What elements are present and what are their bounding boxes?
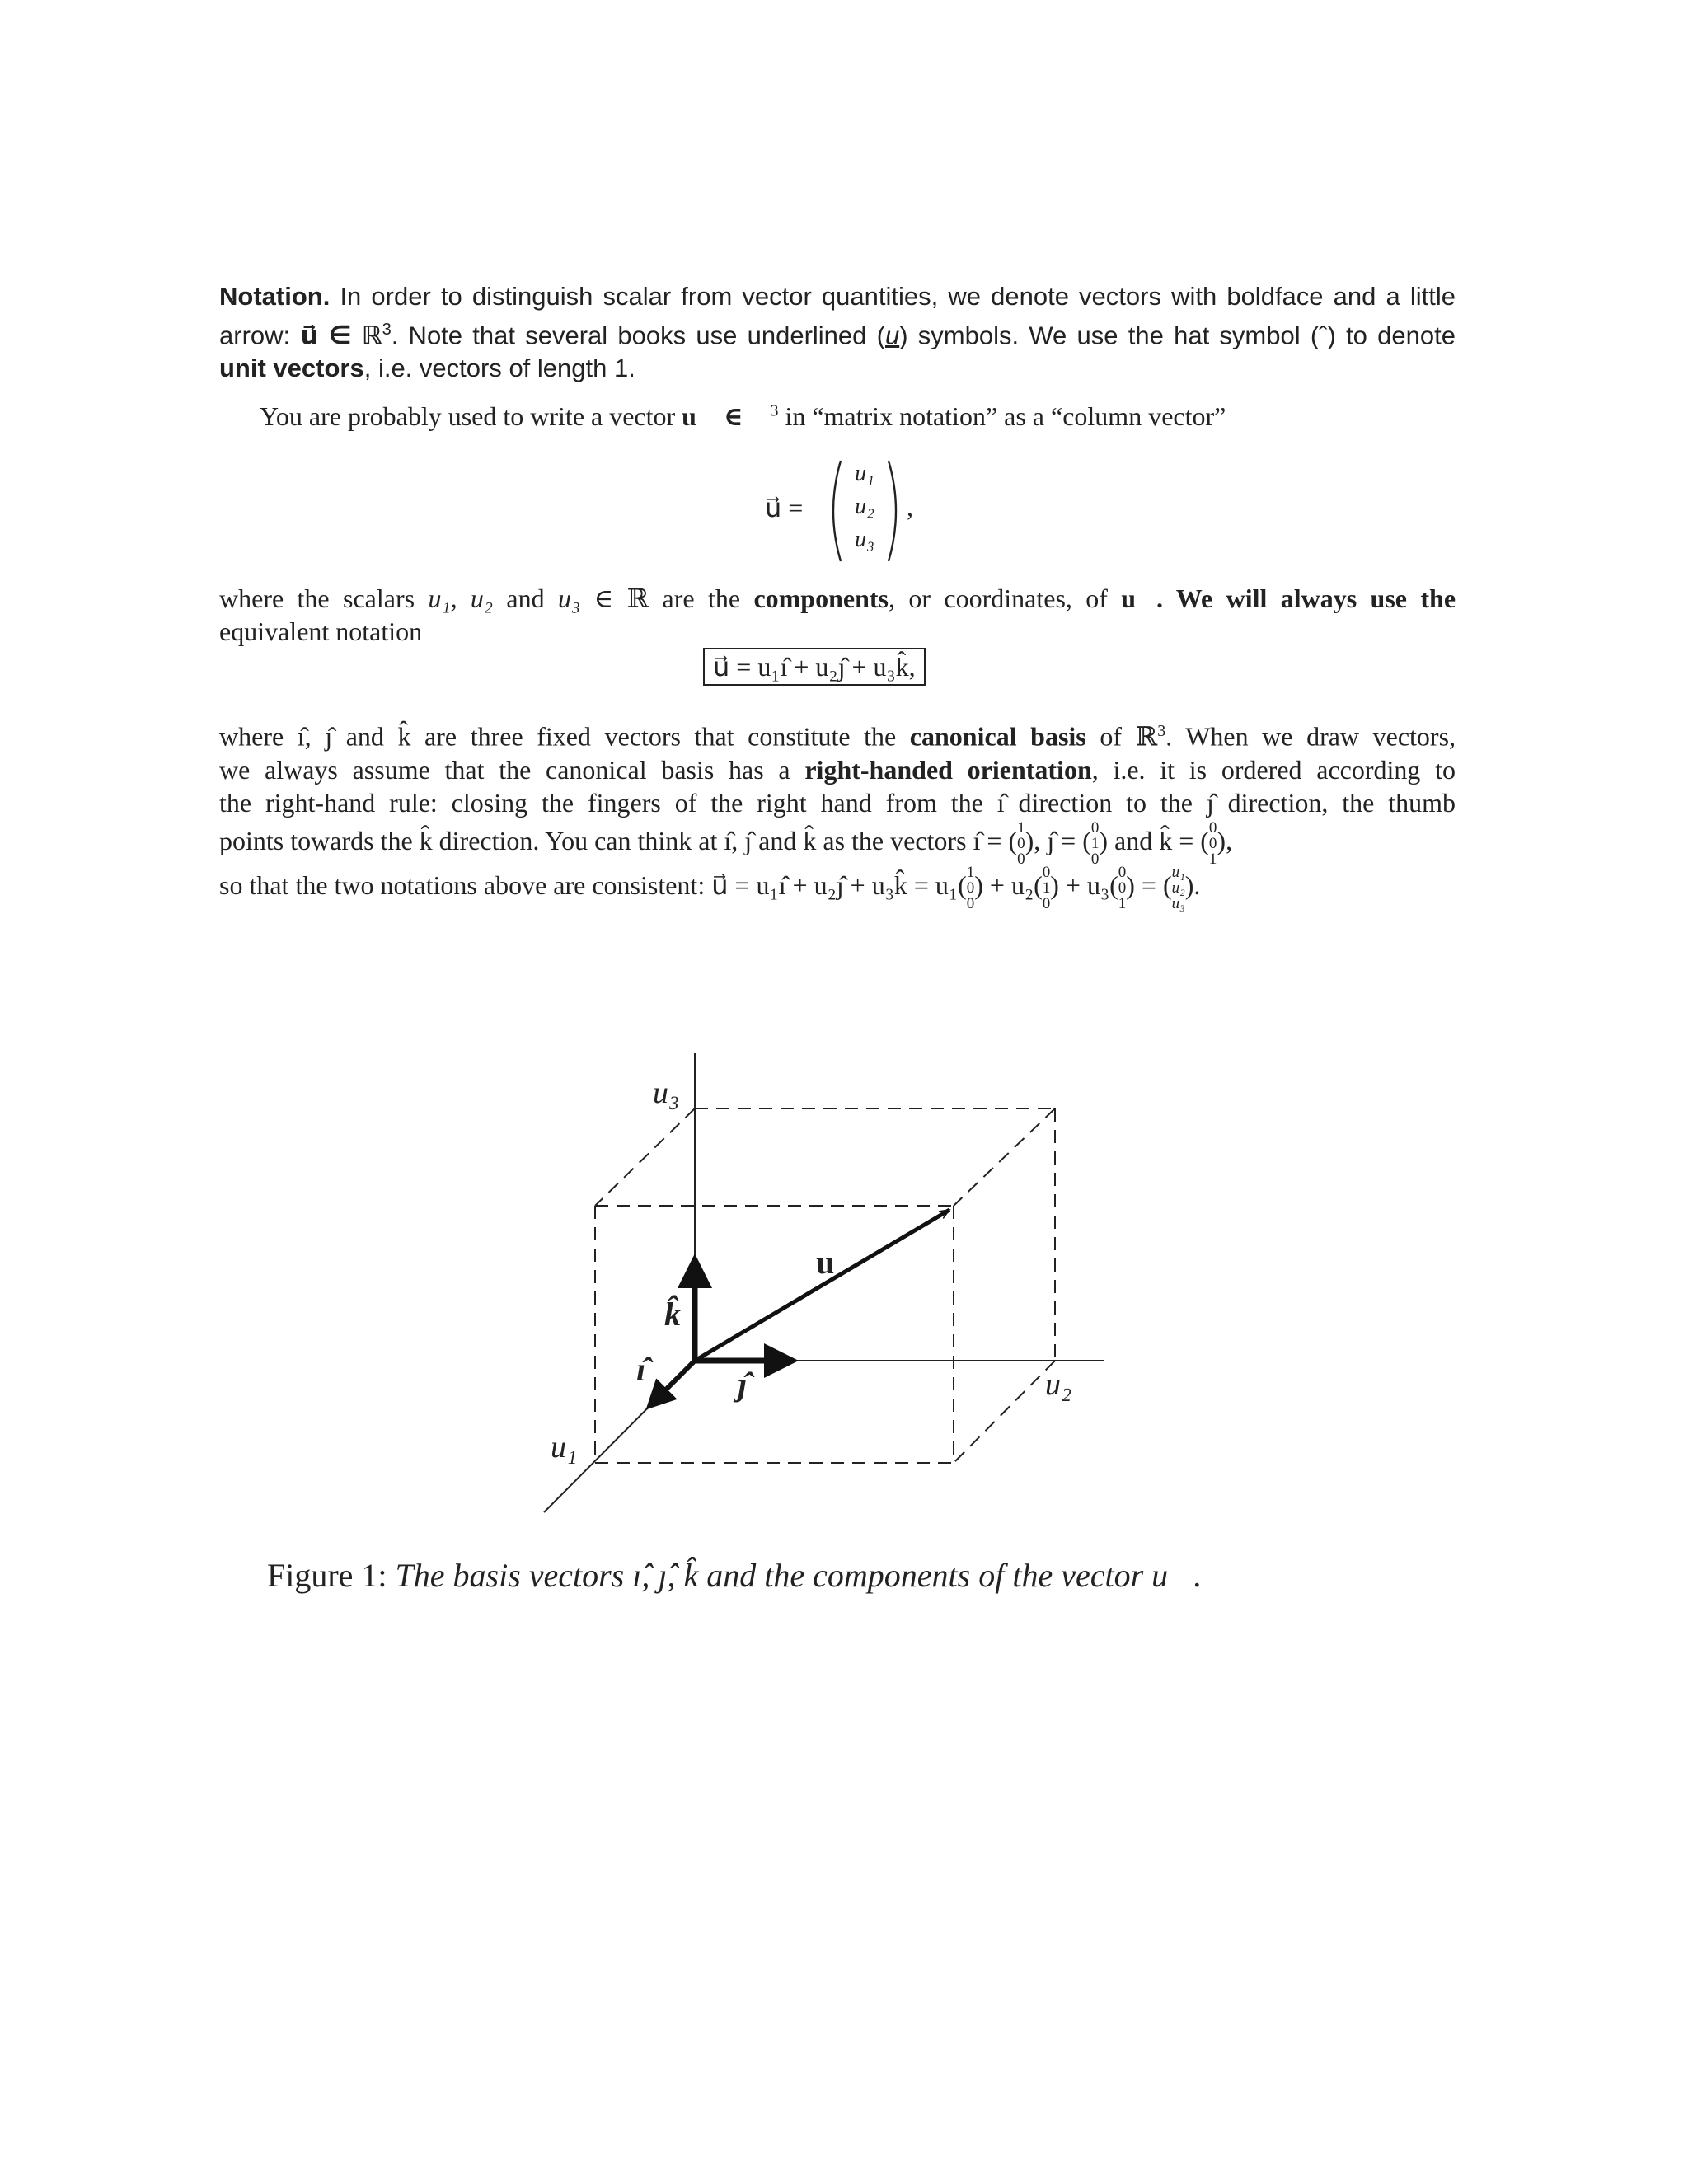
caption-label: Figure 1: xyxy=(267,1557,387,1594)
notation-paragraph xyxy=(219,280,1456,385)
matrix-entry-1: u₁ xyxy=(855,461,874,486)
i-hat-label: ı̂ xyxy=(636,1351,646,1388)
matrix-trailing-comma: , xyxy=(907,492,913,522)
u1-column: 1 0 0 xyxy=(966,863,975,912)
components-paragraph xyxy=(219,582,1456,648)
basis-line-4: points towards the k̂ direction. You can think at ı̂, ȷ̂ and k̂ as the vectors ı̂ = ( 1 0 0 ), ȷ̂ = ( 0 1 0 ) and k̂ = ( 0 0 1 ), xyxy=(219,818,1233,868)
caption-text: The basis vectors ı̂, ȷ̂, k̂ and the components of the vector u⃗. xyxy=(395,1557,1203,1594)
u-vector-arrow xyxy=(695,1210,950,1361)
u1-label: u₁ xyxy=(551,1430,578,1465)
k-hat-label: k̂ xyxy=(664,1296,681,1333)
k-hat-column: 0 0 1 xyxy=(1208,818,1217,868)
figure-caption xyxy=(267,1556,1202,1595)
matrix-right-paren xyxy=(885,457,905,565)
matrix-entry-3: u₃ xyxy=(855,527,874,552)
i-hat-column: 1 0 0 xyxy=(1017,818,1025,868)
notation-line-2: arrow: u⃗ ∈ ℝ$^3$. Note that several books use underlined (u) symbols. We use the hat symbol (ˆ) to denote xyxy=(219,321,1456,350)
j-hat-column: 0 1 0 xyxy=(1090,818,1100,868)
basis-line-1: where ı̂, ȷ̂ and k̂ are three fixed vectors that constitute the canonical basis of ℝ$^3$. When we draw vectors, xyxy=(219,721,1456,752)
basis-line-2: we always assume that the canonical basis has a right-handed orientation, i.e. it is ordered according to xyxy=(219,754,1456,785)
notation-line-3: unit vectors, i.e. vectors of length 1. xyxy=(219,354,635,383)
u3-column: 0 0 1 xyxy=(1118,863,1127,912)
matrix-lhs: u⃗ = xyxy=(765,493,804,523)
notation-line-1: Notation. In order to distinguish scalar from vector quantities, we denote vectors with boldface and a little xyxy=(219,282,1456,311)
i-hat-arrow xyxy=(653,1361,695,1403)
u-vector-label: u⃗ xyxy=(816,1244,860,1281)
result-column: u₁ u₂ u₃ xyxy=(1171,863,1185,912)
column-vector-equation xyxy=(765,457,913,565)
components-line-2: equivalent notation xyxy=(219,616,423,646)
matrix-entries xyxy=(844,462,885,561)
notation-heading: Notation. xyxy=(219,282,331,311)
u2-label: u₂ xyxy=(1045,1367,1072,1402)
matrix-entry-2: u₂ xyxy=(855,494,874,519)
u2-column: 0 1 0 xyxy=(1042,863,1051,912)
column-vector-paragraph: You are probably used to write a vector u⃗ ∈ ℝ$^3$ in “matrix notation” as a “column vector” xyxy=(260,401,1226,431)
basis-line-3: the right-hand rule: closing the fingers of the right hand from the ı̂ direction to the ȷ̂ direction, the thumb xyxy=(219,787,1456,818)
basis-vectors-figure xyxy=(495,1038,1154,1533)
components-line-1: where the scalars u₁, u₂ and u₃ ∈ ℝ are the components, or coordinates, of u⃗. We will always use the xyxy=(219,583,1456,613)
matrix-left-paren xyxy=(824,457,844,565)
basis-line-5: so that the two notations above are consistent: u⃗ = u₁ı̂ + u₂ȷ̂ + u₃k̂ = u₁( 1 0 0 ) + u₂( 0 1 0 ) + u₃( 0 0 1 ) = ( u₁ u₂ u₃ ). xyxy=(219,863,1201,912)
j-hat-label: ȷ̂ xyxy=(738,1366,748,1403)
canonical-basis-paragraph xyxy=(219,715,1456,912)
u3-label: u₃ xyxy=(653,1076,680,1110)
boxed-equation: u⃗ = u₁ı̂ + u₂ȷ̂ + u₃k̂, xyxy=(703,648,926,686)
